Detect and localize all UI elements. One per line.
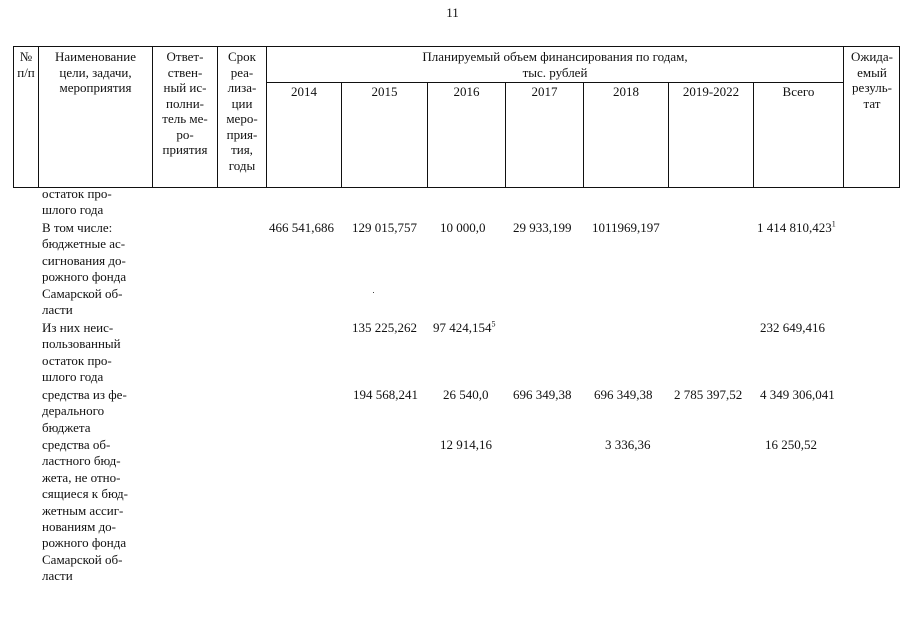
row-label-regional-budget: средства об- ластного бюд- жета, не отно- сящиеся к бюд- жетным ассиг- нованиям до- рожного фонда Самарской об- ласти — [42, 437, 128, 584]
row-label-road-fund: В том числе: бюджетные ас- сигнования до- рожного фонда Самарской об- ласти — [42, 220, 127, 318]
footnote-marker: 1 — [831, 219, 836, 229]
year-2014-header: 2014 — [291, 84, 317, 99]
col-result-header: Ожида- емый резуль- тат — [850, 49, 894, 111]
road-fund-2015: 129 015,757 — [352, 220, 417, 235]
year-2019-2022-header: 2019-2022 — [682, 84, 740, 99]
road-fund-2017: 29 933,199 — [513, 220, 572, 235]
road-fund-2018: 1011969,197 — [592, 220, 660, 235]
total-header: Всего — [782, 84, 815, 99]
col-funding-header: Планируемый объем финансирования по годам, тыс. рублей — [422, 49, 688, 80]
federal-2019-2022: 2 785 397,52 — [674, 387, 743, 402]
row-label-unused-remainder: Из них неис- пользованный остаток про- шлого года — [42, 320, 121, 385]
road-fund-2014: 466 541,686 — [269, 220, 334, 235]
road-fund-total: 1 414 810,423$^1$ — [757, 219, 836, 235]
footnote-marker: 5 — [491, 319, 496, 329]
unused-total: 232 649,416 — [760, 320, 825, 335]
federal-2017: 696 349,38 — [513, 387, 572, 402]
federal-2016: 26 540,0 — [443, 387, 489, 402]
page-number: 11 — [446, 5, 459, 20]
regional-2018: 3 336,36 — [605, 437, 651, 452]
scan-speck — [373, 292, 374, 293]
regional-2016: 12 914,16 — [440, 437, 492, 452]
year-2015-header: 2015 — [371, 84, 398, 99]
year-2018-header: 2018 — [613, 84, 639, 99]
regional-total: 16 250,52 — [765, 437, 817, 452]
federal-2018: 696 349,38 — [594, 387, 653, 402]
col-responsible-header: Ответ- ствен- ный ис- полни- тель ме- ро- приятия — [162, 49, 208, 157]
col-name-header: Наименование цели, задачи, мероприятия — [55, 49, 136, 95]
col-number-header: № п/п — [17, 49, 35, 80]
row-label-federal-budget: средства из фе- дерального бюджета — [42, 387, 127, 435]
federal-total: 4 349 306,041 — [760, 387, 835, 402]
year-2017-header: 2017 — [531, 84, 558, 99]
unused-2015: 135 225,262 — [352, 320, 417, 335]
unused-2016: 97 424,154$^5$ — [433, 319, 496, 335]
federal-2015: 194 568,241 — [353, 387, 418, 402]
road-fund-2016: 10 000,0 — [440, 220, 486, 235]
year-2016-header: 2016 — [453, 84, 480, 99]
row-label-remainder: остаток про- шлого года — [42, 186, 112, 218]
col-term-header: Срок реа- лиза- ции меро- прия- тия, годы — [226, 49, 258, 173]
